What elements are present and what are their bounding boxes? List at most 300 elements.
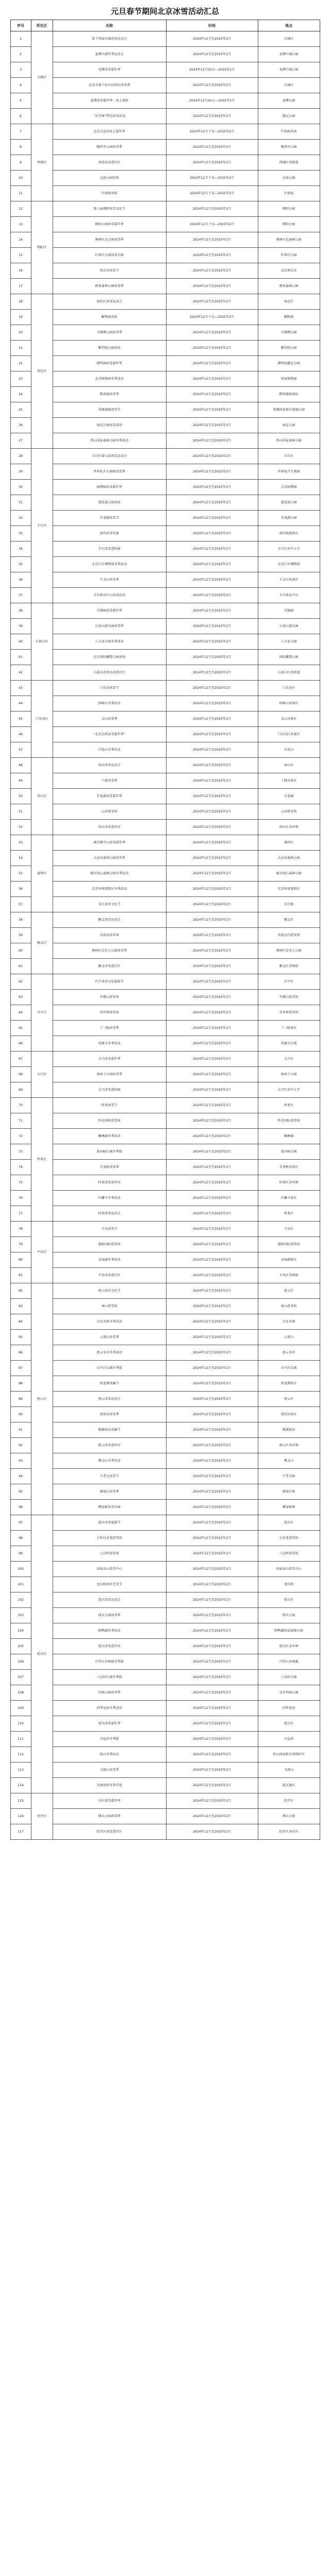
cell-time: 2024年12月至2025年2月	[166, 1623, 258, 1639]
cell-place: 野鸭湖国家湿地公园	[258, 1623, 320, 1639]
cell-name: 古崖居冬季游	[53, 1732, 166, 1747]
table-row	[10, 619, 320, 634]
cell-seq: 43	[10, 681, 31, 696]
cell-seq: 94	[10, 1469, 31, 1484]
cell-seq: 52	[10, 820, 31, 835]
cell-place: 稻香湖景酒店	[258, 387, 320, 402]
cell-seq: 6	[10, 109, 31, 124]
cell-seq: 50	[10, 789, 31, 804]
cell-seq: 76	[10, 1191, 31, 1206]
cell-time: 2024年12月至2025年2月	[166, 696, 258, 711]
table-row	[10, 526, 320, 541]
cell-name: 雪世界滑雪场	[53, 1005, 166, 1021]
cell-name: 渔阳国际滑雪场	[53, 1237, 166, 1252]
cell-place: 居庸关长城	[258, 1036, 320, 1052]
cell-name: 欢乐谷冰雪节	[53, 263, 166, 279]
cell-time: 2024年12月至2025年2月	[166, 248, 258, 263]
table-row	[10, 371, 320, 387]
cell-seq: 20	[10, 325, 31, 341]
cell-seq: 40	[10, 634, 31, 650]
cell-place: 什刹海冰场	[258, 124, 320, 140]
table-row	[10, 1129, 320, 1144]
table-row	[10, 928, 320, 943]
cell-time: 2024年12月至2025年2月	[166, 820, 258, 835]
cell-seq: 10	[10, 171, 31, 186]
cell-place: 云居滑雪场	[258, 804, 320, 820]
table-row	[10, 1098, 320, 1113]
cell-place: 延庆区	[258, 1515, 320, 1531]
cell-name: 八达岭滑雪场	[53, 1546, 166, 1562]
cell-place: 青龙湖	[258, 789, 320, 804]
cell-seq: 3	[10, 62, 31, 78]
cell-name: 万科石京龙滑雪场	[53, 1531, 166, 1546]
cell-seq: 55	[10, 866, 31, 882]
cell-seq: 5	[10, 93, 31, 109]
cell-seq: 117	[10, 1824, 31, 1840]
cell-time: 2024年12月至2025年2月	[166, 1098, 258, 1113]
cell-name: 青龙湖冰雪节	[53, 511, 166, 526]
cell-place: 石景山游乐园	[258, 619, 320, 634]
cell-time: 2024年12月至2025年2月	[166, 835, 258, 851]
table-row	[10, 711, 320, 727]
cell-name: 顺义冰雪进社区	[53, 959, 166, 974]
cell-place: 通州区	[258, 835, 320, 851]
cell-name: 北海公园冰场	[53, 171, 166, 186]
table-row	[10, 1469, 320, 1484]
cell-place: 军都山滑雪场	[258, 990, 320, 1005]
cell-seq: 25	[10, 402, 31, 418]
cell-time: 2024年12月至2025年2月	[166, 325, 258, 341]
cell-name: 司马台长城冬季游	[53, 1361, 166, 1376]
cell-time: 2024年12月至2025年2月	[166, 1314, 258, 1330]
cell-name: 延庆冰雪旅游节	[53, 1515, 166, 1531]
cell-place: 丰台体育中心	[258, 588, 320, 603]
cell-time: 2024年12月下旬—2025年2月	[166, 217, 258, 232]
cell-time: 2024年12月至2025年2月	[166, 356, 258, 371]
cell-name: 奥林匹克公园冰雪季	[53, 232, 166, 248]
cell-time: 2024年12月至2025年2月	[166, 665, 258, 681]
cell-name: 龙庆峡冰灯艺术节	[53, 1577, 166, 1592]
cell-time: 2024年12月至2025年2月	[166, 943, 258, 959]
cell-place: 东城区	[258, 31, 320, 47]
cell-time: 2024年12月至2025年2月	[166, 1793, 258, 1809]
cell-district: 怀柔区	[31, 1098, 53, 1222]
cell-name: 乔波冰雪世界	[53, 928, 166, 943]
cell-name: 慕田峪长城冬季游	[53, 1144, 166, 1160]
cell-seq: 7	[10, 124, 31, 140]
table-row	[10, 696, 320, 711]
cell-time: 2024年12月至2025年2月	[166, 1639, 258, 1654]
cell-name: 海淀区冰雪运动会	[53, 294, 166, 310]
table-row	[10, 1577, 320, 1592]
cell-seq: 24	[10, 387, 31, 402]
cell-time: 2024年12月至2025年2月	[166, 1469, 258, 1484]
cell-name: 第八届朝阳冰雪文化节	[53, 201, 166, 217]
cell-seq: 91	[10, 1422, 31, 1438]
table-row	[10, 835, 320, 851]
cell-name: 朝来森林公园冰雪季	[53, 279, 166, 294]
cell-time: 2024年12月至2025年2月	[166, 1268, 258, 1283]
cell-place: 黑龙潭景区	[258, 1376, 320, 1392]
cell-time: 2024年12月至2025年2月	[166, 1608, 258, 1623]
cell-name: 宋庄冰雪文化节	[53, 897, 166, 912]
cell-place: 百花山	[258, 742, 320, 758]
cell-time: 2024年12月至2025年2月	[166, 449, 258, 464]
table-row	[10, 1608, 320, 1623]
cell-place: 司马台长城	[258, 1361, 320, 1376]
cell-time: 2024年12月至2025年2月	[166, 155, 258, 171]
cell-name: 北京大运河冰上嘉年华	[53, 124, 166, 140]
table-row	[10, 681, 320, 696]
cell-name: 南山滑雪场	[53, 1299, 166, 1314]
cell-name: 密云冰雪进乡村	[53, 1438, 166, 1453]
table-row	[10, 1376, 320, 1392]
cell-place: 西山国家森林公园	[258, 433, 320, 449]
cell-name: 世园公园冰雪季	[53, 1685, 166, 1701]
table-row	[10, 572, 320, 588]
cell-place: 海淀公园	[258, 418, 320, 433]
cell-name: 平谷冰雪进社区	[53, 1268, 166, 1283]
cell-name: 金海湖冬季活动	[53, 1252, 166, 1268]
table-row	[10, 634, 320, 650]
table-row	[10, 1716, 320, 1732]
cell-place: 石京龙滑雪场	[258, 1531, 320, 1546]
table-row	[10, 1392, 320, 1407]
cell-place: 南海子公园	[258, 1067, 320, 1082]
cell-time: 2024年12月至2025年2月	[166, 1144, 258, 1160]
cell-time: 2024年12月至2025年2月	[166, 1113, 258, 1129]
cell-place: 金海湖景区	[258, 1252, 320, 1268]
cell-place: 八达岭长城	[258, 1670, 320, 1685]
table-row	[10, 155, 320, 171]
cell-place: 经开区	[258, 1793, 320, 1809]
cell-place: 渔阳国际滑雪场	[258, 1237, 320, 1252]
cell-seq: 71	[10, 1113, 31, 1129]
cell-place: 十三陵景区	[258, 1021, 320, 1036]
cell-place: 怀柔区各乡镇	[258, 1175, 320, 1191]
cell-time: 2024年12月至2025年2月	[166, 603, 258, 619]
cell-name: 怀柔冰雪节	[53, 1098, 166, 1113]
cell-seq: 85	[10, 1330, 31, 1345]
cell-seq: 1	[10, 31, 31, 47]
cell-place: 龙庆峡	[258, 1577, 320, 1592]
cell-place: 博大公园	[258, 1809, 320, 1824]
cell-place: 玉渡山	[258, 1762, 320, 1778]
cell-district: 昌平区	[31, 974, 53, 1052]
cell-name: “庆冬奥”特色冰雪活动	[53, 109, 166, 124]
table-row	[10, 1654, 320, 1670]
cell-district: 经开区	[31, 1793, 53, 1840]
cell-seq: 96	[10, 1500, 31, 1515]
cell-seq: 34	[10, 541, 31, 557]
table-row	[10, 1639, 320, 1654]
cell-time: 2024年12月至2025年2月	[166, 387, 258, 402]
cell-seq: 109	[10, 1701, 31, 1716]
cell-name: 龙潭冰雪嘉年华	[53, 62, 166, 78]
cell-seq: 103	[10, 1608, 31, 1623]
cell-name: 红螺寺冬季活动	[53, 1191, 166, 1206]
cell-seq: 44	[10, 696, 31, 711]
cell-place: 北海公园	[258, 171, 320, 186]
table-row	[10, 1268, 320, 1283]
cell-place: 南山滑雪场	[258, 1299, 320, 1314]
cell-place: 北京汽车博物馆	[258, 557, 320, 572]
cell-seq: 101	[10, 1577, 31, 1592]
cell-seq: 86	[10, 1345, 31, 1361]
cell-name: 古北水镇冬季活动	[53, 1314, 166, 1330]
cell-place: 北京园博园	[258, 480, 320, 495]
table-row	[10, 1222, 320, 1237]
cell-place: 西城区各街道	[258, 155, 320, 171]
cell-seq: 31	[10, 495, 31, 511]
cell-place: 世界花卉大观园	[258, 464, 320, 480]
cell-name: 第十四届东城冰雪运动会	[53, 31, 166, 47]
table-row	[10, 1067, 320, 1082]
table-row	[10, 109, 320, 124]
cell-time: 2024年12月至2025年2月	[166, 1036, 258, 1052]
cell-time: 2024年12月至2025年2月	[166, 789, 258, 804]
cell-seq: 88	[10, 1376, 31, 1392]
cell-place: 莲花池公园	[258, 495, 320, 511]
cell-name: 北京国际雕塑公园冰场	[53, 650, 166, 665]
cell-name: 大兴冰雪嘉年华	[53, 1052, 166, 1067]
cell-time: 2024年12月至2025年2月	[166, 1129, 258, 1144]
cell-place: 大兴区各中小学	[258, 1082, 320, 1098]
table-row	[10, 1345, 320, 1361]
cell-time: 2024年12月至2025年2月	[166, 1160, 258, 1175]
cell-time: 2024年12月至2025年2月	[166, 294, 258, 310]
cell-time: 2024年12月至2025年2月	[166, 418, 258, 433]
cell-name: 世界花卉大观园冰雪季	[53, 464, 166, 480]
cell-name: 翠湖湿地冰雪节	[53, 402, 166, 418]
cell-place: 地坛公园	[258, 109, 320, 124]
cell-name: 妫水公园冰雪季	[53, 1608, 166, 1623]
cell-name: 什刹海冰场	[53, 186, 166, 201]
cell-seq: 100	[10, 1562, 31, 1577]
table-row	[10, 1747, 320, 1762]
cell-name: 十三陵冰雪季	[53, 1021, 166, 1036]
cell-place: 延庆区	[258, 1716, 320, 1732]
table-row	[10, 727, 320, 742]
cell-place: 桃源仙谷	[258, 1422, 320, 1438]
cell-time: 2024年12月至2025年2月	[166, 588, 258, 603]
cell-place: 朝阳公园	[258, 201, 320, 217]
cell-time: 2024年12月至2025年2月	[166, 1330, 258, 1345]
cell-place: 红领巾公园	[258, 248, 320, 263]
table-row	[10, 1500, 320, 1515]
table-row	[10, 1824, 320, 1840]
cell-seq: 73	[10, 1144, 31, 1160]
cell-place: 奥林匹克森林公园	[258, 232, 320, 248]
cell-seq: 60	[10, 943, 31, 959]
table-row	[10, 1778, 320, 1793]
cell-place: 四季花海	[258, 1701, 320, 1716]
cell-time: 2024年12月至2025年2月	[166, 1299, 258, 1314]
table-row	[10, 665, 320, 681]
cell-time: 2024年12月至2025年2月	[166, 1762, 258, 1778]
cell-seq: 8	[10, 140, 31, 155]
cell-time: 2024年12月至2025年2月	[166, 1438, 258, 1453]
cell-seq: 84	[10, 1314, 31, 1330]
cell-seq: 74	[10, 1160, 31, 1175]
cell-district: 延庆区	[31, 1515, 53, 1793]
table-row	[10, 78, 320, 93]
cell-time: 2024年12月至2025年2月	[166, 1283, 258, 1299]
cell-place: 青龙湖公园	[258, 511, 320, 526]
cell-time: 2024年12月至2025年2月	[166, 541, 258, 557]
cell-place: 千灵山风景区	[258, 572, 320, 588]
cell-place: 门头沟区	[258, 681, 320, 696]
table-row	[10, 851, 320, 866]
cell-time: 2024年12月至2025年2月	[166, 402, 258, 418]
cell-seq: 63	[10, 990, 31, 1005]
cell-seq: 22	[10, 356, 31, 371]
cell-place: 昌平区	[258, 974, 320, 990]
cell-district: 平谷区	[31, 1222, 53, 1283]
cell-time: 2024年12月下旬—2025年2月	[166, 124, 258, 140]
cell-time: 2024年12月至2025年2月	[166, 727, 258, 742]
cell-name: 海淀公园冰雪活动	[53, 418, 166, 433]
cell-seq: 15	[10, 248, 31, 263]
cell-name: 冬奥场馆冬季开放	[53, 1778, 166, 1793]
cell-seq: 110	[10, 1716, 31, 1732]
cell-name: 穆家峪冰雪乐园	[53, 1500, 166, 1515]
cell-time: 2024年12月至2025年2月	[166, 1500, 258, 1515]
table-row	[10, 232, 320, 248]
cell-seq: 56	[10, 882, 31, 897]
cell-seq: 58	[10, 912, 31, 928]
header-name: 名称	[53, 20, 166, 31]
cell-seq: 79	[10, 1237, 31, 1252]
cell-name: 延庆冰雪嘉年华	[53, 1716, 166, 1732]
cell-time: 2024年12月至2025年2月	[166, 78, 258, 93]
cell-time: 2024年12月至2025年2月	[166, 1685, 258, 1701]
cell-seq: 69	[10, 1082, 31, 1098]
header-seq: 序号	[10, 20, 31, 31]
cell-time: 2024年12月至2025年2月	[166, 480, 258, 495]
cell-time: 2024年12月至2025年2月	[166, 495, 258, 511]
table-row	[10, 387, 320, 402]
table-row	[10, 1484, 320, 1500]
table-row	[10, 990, 320, 1005]
cell-seq: 39	[10, 619, 31, 634]
cell-place: 青龙峡风景区	[258, 1160, 320, 1175]
table-row	[10, 1252, 320, 1268]
cell-name: 经开区冰雪进社区	[53, 1824, 166, 1840]
cell-time: 2024年12月至2025年2月	[166, 1392, 258, 1407]
cell-district: 大兴区	[31, 1052, 53, 1098]
cell-name: 云居滑雪场	[53, 804, 166, 820]
cell-time: 2024年12月至2025年2月	[166, 1716, 258, 1732]
cell-time: 2024年12月至2025年2月	[166, 1778, 258, 1793]
cell-name: 南海子公园冰雪季	[53, 1067, 166, 1082]
cell-seq: 13	[10, 217, 31, 232]
table-row	[10, 1191, 320, 1206]
cell-time: 2024年12月至2025年2月	[166, 1175, 258, 1191]
table-row	[10, 1113, 320, 1129]
cell-name: 雁栖湖冬季活动	[53, 1129, 166, 1144]
cell-seq: 12	[10, 201, 31, 217]
cell-place: 密云水库	[258, 1345, 320, 1361]
table-row	[10, 1005, 320, 1021]
cell-time: 2024年12月至2025年2月	[166, 1345, 258, 1361]
table-row	[10, 1237, 320, 1252]
cell-time: 2024年12月至2025年2月	[166, 650, 258, 665]
cell-seq: 18	[10, 294, 31, 310]
cell-time: 2024年12月至2025年2月	[166, 433, 258, 449]
table-row	[10, 1314, 320, 1330]
table-row	[10, 449, 320, 464]
header-place: 地点	[258, 20, 320, 31]
cell-place: 十渡风景区	[258, 773, 320, 789]
cell-time: 2024年12月至2025年2月	[166, 681, 258, 696]
cell-name: 平谷冰雪节	[53, 1222, 166, 1237]
cell-name: 北京汽车博物馆冬季活动	[53, 557, 166, 572]
cell-district: 朝阳区	[31, 201, 53, 294]
table-row	[10, 541, 320, 557]
cell-place: 清凉谷景区	[258, 1407, 320, 1422]
table-row	[10, 418, 320, 433]
cell-place: 穆家峪镇	[258, 1500, 320, 1515]
cell-place: 宋庄镇	[258, 897, 320, 912]
cell-name: 丰台体育中心冰雪活动	[53, 588, 166, 603]
cell-district: 西城区	[31, 124, 53, 201]
table-row	[10, 603, 320, 619]
cell-time: 2024年12月至2025年2月	[166, 1206, 258, 1222]
cell-seq: 2	[10, 47, 31, 62]
cell-time: 2024年12月至2025年2月	[166, 1701, 258, 1716]
table-row	[10, 1546, 320, 1562]
cell-name: 延庆冰雪进乡村	[53, 1639, 166, 1654]
cell-seq: 37	[10, 588, 31, 603]
cell-time: 2024年12月至2025年2月	[166, 1376, 258, 1392]
table-row	[10, 325, 320, 341]
table-row	[10, 1515, 320, 1531]
cell-seq: 115	[10, 1793, 31, 1809]
cell-seq: 49	[10, 773, 31, 789]
cell-time: 2024年12月至2025年2月	[166, 1732, 258, 1747]
cell-seq: 35	[10, 557, 31, 572]
cell-name: “北京京西冰雪嘉年华”	[53, 727, 166, 742]
cell-seq: 30	[10, 480, 31, 495]
cell-name: 丰台区第七届冰雪运动会	[53, 449, 166, 464]
cell-time: 2024年12月至2025年2月	[166, 804, 258, 820]
cell-seq: 53	[10, 835, 31, 851]
cell-name: 紫竹院公园冰场	[53, 341, 166, 356]
cell-place: 慕田峪长城	[258, 1144, 320, 1160]
table-row	[10, 341, 320, 356]
cell-time: 2024年12月至2025年2月	[166, 866, 258, 882]
cell-seq: 21	[10, 341, 31, 356]
table-row	[10, 1082, 320, 1098]
cell-seq: 23	[10, 371, 31, 387]
cell-seq: 116	[10, 1809, 31, 1824]
cell-time: 2024年12月至2025年2月	[166, 1809, 258, 1824]
table-row	[10, 804, 320, 820]
cell-name: 莲花池公园冰场	[53, 495, 166, 511]
cell-name: 密云冰雪运动会	[53, 1392, 166, 1407]
cell-place: 妫水公园	[258, 1608, 320, 1623]
table-row	[10, 820, 320, 835]
cell-place: 房山区	[258, 758, 320, 773]
cell-seq: 87	[10, 1361, 31, 1376]
table-row	[10, 758, 320, 773]
table-row	[10, 1453, 320, 1469]
table-row	[10, 31, 320, 47]
cell-time: 2024年12月至2025年2月	[166, 572, 258, 588]
cell-time: 2024年12月至2025年2月	[166, 31, 258, 47]
cell-place: 北京世园公园	[258, 1685, 320, 1701]
